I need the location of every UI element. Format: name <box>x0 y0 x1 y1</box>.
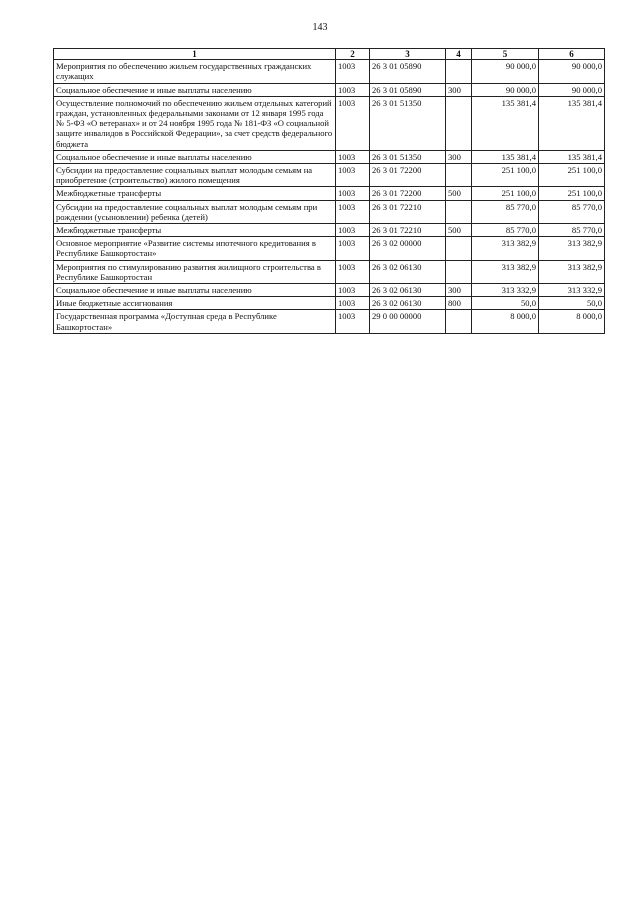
row-kind <box>446 237 472 260</box>
row-kind <box>446 60 472 83</box>
row-code: 26 3 02 06130 <box>370 297 446 310</box>
row-code: 26 3 01 72200 <box>370 187 446 200</box>
table-row <box>54 297 605 310</box>
row-name: Основное мероприятие «Развитие системы ипотечного кредитования в Республике Башкортостан» <box>54 237 336 260</box>
row-code: 26 3 01 72210 <box>370 200 446 223</box>
row-section: 1003 <box>336 164 370 187</box>
row-value-5: 251 100,0 <box>472 164 539 187</box>
header-cell-6: 6 <box>539 49 605 60</box>
row-section: 1003 <box>336 96 370 150</box>
row-kind: 300 <box>446 83 472 96</box>
row-kind <box>446 260 472 283</box>
row-name: Государственная программа «Доступная среда в Республике Башкортостан» <box>54 310 336 333</box>
row-section: 1003 <box>336 187 370 200</box>
row-value-5: 135 381,4 <box>472 96 539 150</box>
row-code: 26 3 01 05890 <box>370 60 446 83</box>
row-name: Социальное обеспечение и иные выплаты населению <box>54 83 336 96</box>
row-code: 26 3 02 00000 <box>370 237 446 260</box>
table-row <box>54 96 605 150</box>
row-section: 1003 <box>336 83 370 96</box>
row-section: 1003 <box>336 200 370 223</box>
row-section: 1003 <box>336 297 370 310</box>
row-kind <box>446 164 472 187</box>
page-number: 143 <box>312 22 328 33</box>
row-kind <box>446 310 472 333</box>
row-name: Иные бюджетные ассигнования <box>54 297 336 310</box>
row-name: Социальное обеспечение и иные выплаты населению <box>54 150 336 163</box>
row-name: Социальное обеспечение и иные выплаты населению <box>54 284 336 297</box>
row-code: 26 3 01 72200 <box>370 164 446 187</box>
row-name: Межбюджетные трансферты <box>54 224 336 237</box>
row-value-6: 85 770,0 <box>539 224 605 237</box>
row-value-6: 90 000,0 <box>539 83 605 96</box>
row-section: 1003 <box>336 260 370 283</box>
row-value-5: 90 000,0 <box>472 60 539 83</box>
table-row <box>54 164 605 187</box>
header-cell-2: 2 <box>336 49 370 60</box>
row-value-6: 50,0 <box>539 297 605 310</box>
row-name: Мероприятия по стимулированию развития жилищного строительства в Республике Башкортостан <box>54 260 336 283</box>
row-name: Субсидии на предоставление социальных выплат молодым семьям при рождении (усыновлении) ребенка (детей) <box>54 200 336 223</box>
row-value-5: 85 770,0 <box>472 200 539 223</box>
row-kind <box>446 200 472 223</box>
table-row <box>54 237 605 260</box>
row-kind <box>446 96 472 150</box>
row-value-5: 251 100,0 <box>472 187 539 200</box>
row-value-5: 313 382,9 <box>472 237 539 260</box>
row-code: 26 3 01 72210 <box>370 224 446 237</box>
row-value-6: 135 381,4 <box>539 150 605 163</box>
row-code: 29 0 00 00000 <box>370 310 446 333</box>
row-value-6: 251 100,0 <box>539 187 605 200</box>
row-kind: 800 <box>446 297 472 310</box>
header-cell-1: 1 <box>54 49 336 60</box>
table-row <box>54 83 605 96</box>
row-value-6: 313 332,9 <box>539 284 605 297</box>
table-row <box>54 200 605 223</box>
row-code: 26 3 01 51350 <box>370 150 446 163</box>
row-section: 1003 <box>336 310 370 333</box>
header-cell-4: 4 <box>446 49 472 60</box>
row-value-5: 50,0 <box>472 297 539 310</box>
row-code: 26 3 02 06130 <box>370 260 446 283</box>
table-row <box>54 224 605 237</box>
row-value-5: 85 770,0 <box>472 224 539 237</box>
table-row <box>54 310 605 333</box>
row-code: 26 3 01 05890 <box>370 83 446 96</box>
row-value-5: 8 000,0 <box>472 310 539 333</box>
header-cell-3: 3 <box>370 49 446 60</box>
row-value-5: 90 000,0 <box>472 83 539 96</box>
table-row <box>54 284 605 297</box>
row-value-5: 135 381,4 <box>472 150 539 163</box>
row-code: 26 3 02 06130 <box>370 284 446 297</box>
row-name: Субсидии на предоставление социальных выплат молодым семьям на приобретение (строительство) жилого помещения <box>54 164 336 187</box>
row-section: 1003 <box>336 60 370 83</box>
row-value-5: 313 332,9 <box>472 284 539 297</box>
table-header-row <box>54 49 605 60</box>
row-section: 1003 <box>336 224 370 237</box>
header-cell-5: 5 <box>472 49 539 60</box>
row-section: 1003 <box>336 237 370 260</box>
row-value-5: 313 382,9 <box>472 260 539 283</box>
row-value-6: 251 100,0 <box>539 164 605 187</box>
table-row <box>54 187 605 200</box>
row-section: 1003 <box>336 150 370 163</box>
row-kind: 300 <box>446 284 472 297</box>
table-row <box>54 260 605 283</box>
row-value-6: 135 381,4 <box>539 96 605 150</box>
table-row <box>54 60 605 83</box>
row-name: Межбюджетные трансферты <box>54 187 336 200</box>
row-code: 26 3 01 51350 <box>370 96 446 150</box>
row-kind: 500 <box>446 187 472 200</box>
row-value-6: 8 000,0 <box>539 310 605 333</box>
budget-table <box>53 48 605 334</box>
row-name: Мероприятия по обеспечению жильем государственных гражданских служащих <box>54 60 336 83</box>
row-value-6: 313 382,9 <box>539 260 605 283</box>
row-value-6: 313 382,9 <box>539 237 605 260</box>
row-name: Осуществление полномочий по обеспечению жильем отдельных категорий граждан, установленных федеральными законами от 12 января 1995 года № 5-ФЗ «О ветеранах» и от 24 ноября 1995 года № 181-ФЗ «О социальной защите инвалидов в Российской Федерации», за счет средств федерального бюджета <box>54 96 336 150</box>
row-value-6: 85 770,0 <box>539 200 605 223</box>
row-kind: 500 <box>446 224 472 237</box>
table-row <box>54 150 605 163</box>
row-section: 1003 <box>336 284 370 297</box>
row-value-6: 90 000,0 <box>539 60 605 83</box>
row-kind: 300 <box>446 150 472 163</box>
